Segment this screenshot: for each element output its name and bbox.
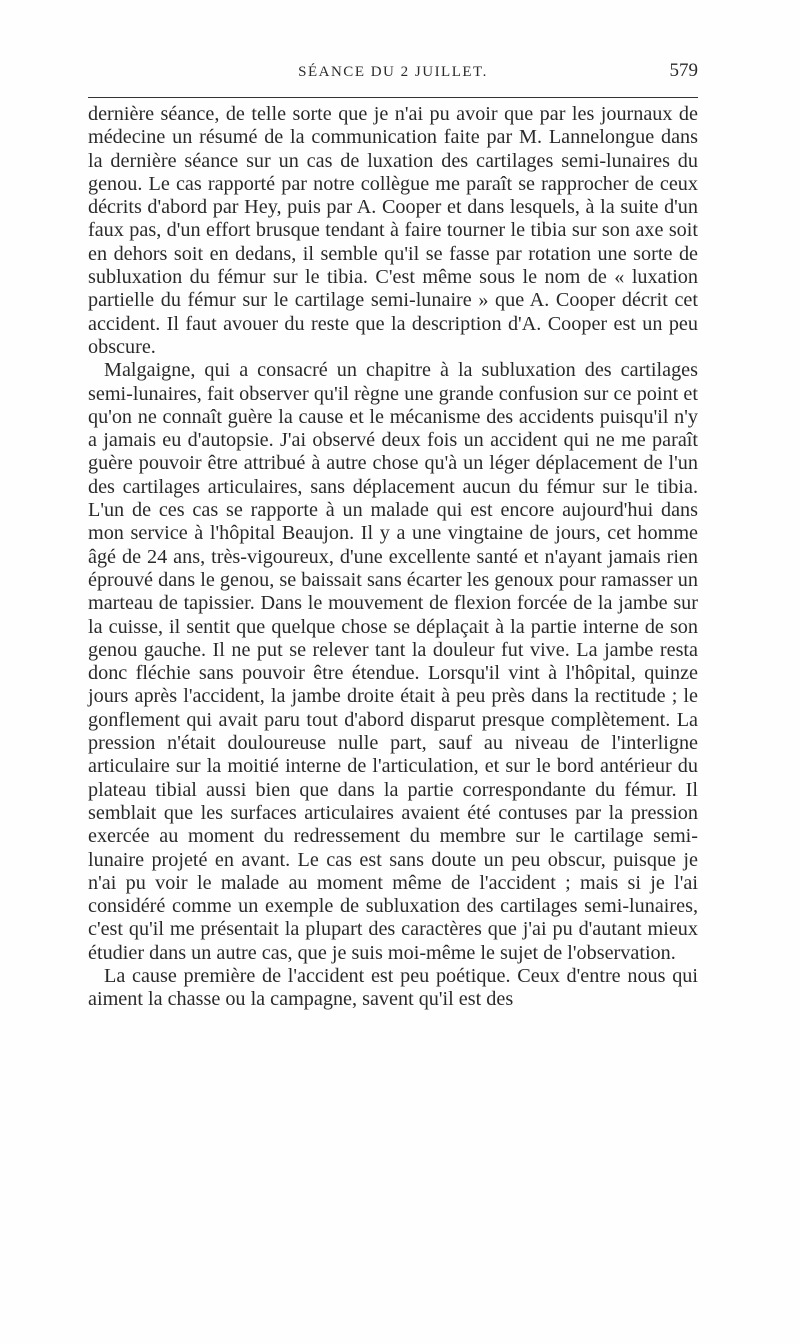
running-title: SÉANCE DU 2 JUILLET.	[298, 64, 488, 80]
running-head	[88, 60, 698, 86]
body-text	[88, 103, 698, 1012]
header-rule	[88, 97, 698, 98]
paragraph-malgaigne: Malgaigne, qui a consacré un chapitre à la subluxation des cartilages semi-lunaires, fait observer qu'il règne une grande confusion sur ce point et qu'on ne connaît guère la cause et le mécanisme des accidents puisqu'il n'y a jamais eu d'autopsie. J'ai observé deux fois un accident qui ne me paraît guère pouvoir être attribué à autre chose qu'à un léger déplacement de l'un des cartilages articulaires, sans déplacement aucun du fémur sur le tibia. L'un de ces cas se rapporte à un malade qui est encore aujourd'hui dans mon service à l'hôpital Beaujon. Il y a une vingtaine de jours, cet homme âgé de 24 ans, très-vigoureux, d'une excellente santé et n'ayant jamais rien éprouvé dans le genou, se baissait sans écarter les genoux pour ramasser un marteau de tapissier. Dans le mouvement de flexion forcée de la jambe sur la cuisse, il sentit que quelque chose se déplaçait à la partie interne de son genou gauche. Il ne put se relever tant la douleur fut vive. La jambe resta donc fléchie sans pouvoir être étendue. Lorsqu'il vint à l'hôpital, quinze jours après l'accident, la jambe droite était à peu près dans la rectitude ; le gonflement qui avait paru tout d'abord disparut presque complètement. La pression n'était douloureuse nulle part, sauf au niveau de l'interligne articulaire sur la moitié interne de l'articulation, et sur le bord antérieur du plateau tibial aussi bien que dans la partie correspondante du fémur. Il semblait que les surfaces articulaires avaient été contuses par la pression exercée au moment du redressement du membre sur le cartilage semi-lunaire projeté en avant. Le cas est sans doute un peu obscur, puisque je n'ai pu voir le malade au moment même de l'accident ; mais si je l'ai considéré comme un exemple de subluxation des cartilages semi-lunaires, c'est qu'il me présentait la plupart des caractères que j'ai pu d'autant mieux étudier dans un autre cas, que je suis moi-même le sujet de l'observation.	[88, 359, 698, 964]
paragraph-cause: La cause première de l'accident est peu poétique. Ceux d'entre nous qui aiment la chasse ou la campagne, savent qu'il est des	[88, 964, 698, 1011]
paragraph-continuation: dernière séance, de telle sorte que je n'ai pu avoir que par les journaux de médecine un résumé de la communication faite par M. Lannelongue dans la dernière séance sur un cas de luxation des cartilages semi-lunaires du genou. Le cas rapporté par notre collègue me paraît se rapprocher de ceux décrits d'abord par Hey, puis par A. Cooper et dans lesquels, à la suite d'un faux pas, d'un effort brusque tendant à faire tourner le tibia sur son axe soit en dehors soit en dedans, il semble qu'il se fasse par rotation une sorte de subluxation du fémur sur le tibia. C'est même sous le nom de « luxation partielle du fémur sur le cartilage semi-lunaire » que A. Cooper décrit cet accident. Il faut avouer du reste que la description d'A. Cooper est un peu obscure.	[88, 103, 698, 358]
page-number: 579	[669, 60, 698, 81]
